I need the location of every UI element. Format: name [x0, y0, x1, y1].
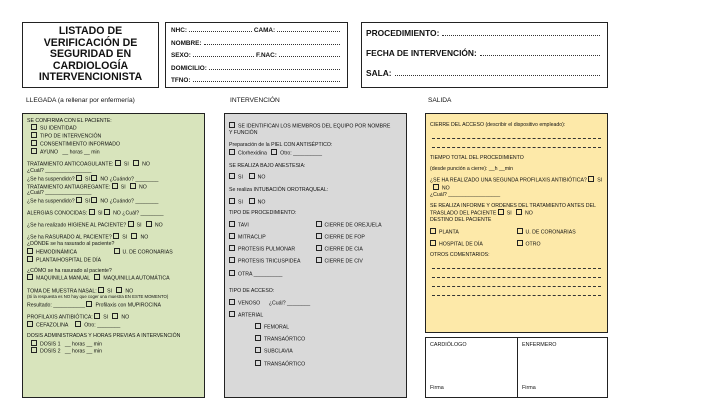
no-label: NO: [100, 198, 109, 205]
muestra-si-checkbox[interactable]: [98, 288, 107, 294]
fecha-field[interactable]: [480, 48, 600, 56]
anticoag-no-checkbox[interactable]: [133, 162, 142, 168]
dosis-title: DOSIS ADMINISTRADAS Y HORAS PREVIAS A INTERVENCIÓN: [27, 333, 181, 340]
si-label: SI: [136, 222, 142, 229]
otra-checkbox[interactable]: [229, 271, 238, 277]
no-label: NO: [142, 161, 150, 168]
destino-otro-checkbox[interactable]: [517, 242, 526, 248]
no-label: NO: [257, 174, 266, 181]
antiagreg-cual-field[interactable]: ________________: [45, 190, 92, 197]
desde-label: (desde punción a cierre):: [430, 165, 488, 172]
cual-label: ¿Cuál?: [268, 300, 286, 307]
alergias-si-checkbox[interactable]: [89, 211, 98, 217]
signature-box: [425, 337, 608, 398]
manual-checkbox[interactable]: [27, 276, 36, 282]
si-label: SI: [85, 176, 90, 183]
procedure-box: [361, 22, 608, 88]
transaortico1-label: TRANSAÓRTICO: [264, 336, 306, 343]
si-label: SI: [238, 174, 243, 181]
automatica-label: MAQUINILLA AUTOMÁTICA: [103, 275, 170, 282]
tavi-checkbox[interactable]: [229, 222, 238, 228]
femoral-checkbox[interactable]: [255, 324, 264, 330]
destino-ucoronarias-checkbox[interactable]: [517, 229, 526, 235]
no-label: NO: [121, 314, 130, 321]
segunda-label: ¿SE HA REALIZADO UNA SEGUNDA PROFILAXIS ANTIBIÓTICA?: [430, 177, 587, 184]
donde-label: ¿DÓNDE se ha rasurado al paciente?: [27, 241, 115, 248]
preparacion-label: Preparación de la PIEL CON ANTISÉPTICO:: [229, 142, 333, 149]
otro-field[interactable]: ________: [97, 322, 121, 329]
cierre-line-2[interactable]: [432, 142, 601, 148]
otra-label: OTRA: [238, 271, 253, 278]
como-label: ¿CÓMO se ha rasurado al paciente?: [27, 267, 112, 274]
si-label: SI: [85, 198, 90, 205]
destino-planta-checkbox[interactable]: [430, 229, 439, 235]
comentarios-line-2[interactable]: [432, 272, 601, 278]
cuando-field[interactable]: ________: [135, 198, 159, 205]
cia-label: CIERRE DE CIA: [324, 246, 363, 253]
planta-label: PLANTA: [439, 229, 459, 236]
si-label: SI: [597, 177, 603, 184]
clorhexidina-checkbox[interactable]: [229, 150, 238, 156]
muestra-note: (Si la respuesta es NO hay que coger una muestra EN ESTE MOMENTO): [27, 294, 169, 300]
no-label: NO: [125, 288, 134, 294]
dosis2-time[interactable]: __ horas __ min: [64, 348, 103, 355]
dosis2-checkbox[interactable]: [31, 349, 40, 355]
anticoag-label: TRATAMIENTO ANTICOAGULANTE:: [27, 161, 114, 168]
comentarios-line-4[interactable]: [432, 290, 601, 296]
mupirocina-label: Profilaxis con MUPIROCINA: [95, 302, 161, 309]
form-title-text: LISTADO DE VERIFICACIÓN DE SEGURIDAD EN CARDIOLOGÍA INTERVENCIONISTA: [38, 25, 143, 84]
identifican-checkbox[interactable]: [229, 124, 238, 130]
transaortico2-label: TRANSAÓRTICO: [264, 361, 306, 368]
cefazolina-label: CEFAZOLINA: [36, 322, 68, 329]
profilaxis-label: PROFILAXIS ANTIBIÓTICA:: [27, 314, 93, 321]
subclavia-checkbox[interactable]: [255, 349, 264, 355]
tfno-label: TFNO:: [171, 77, 191, 85]
pulmonar-label: PROTESIS PULMONAR: [238, 246, 296, 253]
intubacion-label: Se realiza INTUBACIÓN OROTRAQUEAL:: [229, 187, 329, 194]
firma-label: Firma: [522, 384, 536, 391]
tipo-label: TIPO DE INTERVENCIÓN: [40, 133, 102, 140]
higiene-no-checkbox[interactable]: [146, 223, 155, 229]
orejuela-checkbox[interactable]: [316, 222, 325, 228]
no-label: NO: [154, 222, 163, 229]
tfno-field[interactable]: [193, 76, 340, 82]
cardiologo-signature[interactable]: [426, 338, 518, 397]
sala-label: SALA:: [366, 68, 392, 78]
anticoag-si-checkbox[interactable]: [115, 162, 124, 168]
cierre-line-1[interactable]: [432, 133, 601, 139]
no-cual-label: NO ¿Cuál?: [113, 210, 140, 217]
transaortico2-checkbox[interactable]: [255, 361, 264, 367]
informe-no-checkbox[interactable]: [516, 211, 525, 217]
cierre-label: CIERRE DEL ACCESO (describir el dispositivo empleado):: [430, 122, 566, 128]
subclavia-label: SUBCLAVIA: [264, 348, 293, 355]
si-label: SI: [123, 161, 129, 168]
procedimiento-field[interactable]: [442, 28, 600, 36]
cual-label: ¿Cuál?: [27, 168, 44, 175]
anestesia-label: SE REALIZA BAJO ANESTESIA:: [229, 162, 306, 169]
procedimiento-label: PROCEDIMIENTO:: [366, 28, 440, 38]
no-label: NO: [441, 185, 450, 192]
domicilio-field[interactable]: [209, 64, 340, 70]
resultado-field[interactable]: ___________: [53, 302, 86, 309]
no-label: NO: [525, 210, 533, 217]
ucoronarias-label: U. DE CORONARIAS: [525, 229, 576, 236]
fnac-label: F.NAC:: [255, 52, 277, 60]
pulmonar-checkbox[interactable]: [229, 247, 238, 253]
cual-label: ¿Cuál?: [430, 192, 447, 199]
cuando-field[interactable]: ________: [135, 176, 159, 183]
si-label: SI: [103, 314, 109, 321]
cuando-label: ¿Cuándo?: [109, 176, 134, 183]
segunda-cual-field[interactable]: __________________: [448, 192, 501, 199]
fnac-field[interactable]: [279, 51, 340, 57]
nombre-field[interactable]: [204, 39, 340, 45]
tiempo-label: TIEMPO TOTAL DEL PROCEDIMIENTO: [430, 155, 524, 161]
ayuno-label: AYUNO: [40, 149, 59, 156]
informe-si-checkbox[interactable]: [498, 211, 507, 217]
femoral-label: FEMORAL: [264, 324, 290, 331]
suspendido-label: ¿Se ha suspendido?: [27, 198, 75, 205]
anestesia-no-checkbox[interactable]: [249, 175, 258, 181]
identidad-label: SU IDENTIDAD: [40, 125, 77, 132]
identidad-checkbox[interactable]: [31, 126, 40, 132]
si-label: SI: [97, 210, 103, 217]
hospital-label: HOSPITAL DE DÍA: [439, 241, 483, 248]
sala-field[interactable]: [395, 68, 600, 76]
muestra-label: TOMA DE MUESTRA NASAL:: [27, 288, 97, 294]
ayuno-checkbox[interactable]: [31, 150, 40, 156]
hemodinamica-checkbox[interactable]: [27, 249, 36, 255]
alergias-field[interactable]: ________: [140, 210, 164, 217]
comentarios-label: OTROS COMENTARIOS:: [430, 252, 490, 259]
otro-label: Otro:: [280, 150, 292, 157]
nombre-label: NOMBRE:: [171, 39, 202, 47]
domicilio-label: DOMICILIO:: [171, 64, 207, 72]
identifican-label: SE IDENTIFICAN LOS MIEMBROS DEL EQUIPO POR NOMBRE Y FUNCIÓN: [229, 123, 391, 136]
cual-label: ¿Cuál?: [27, 190, 44, 197]
cuando-label: ¿Cuándo?: [109, 198, 134, 205]
mitraclip-checkbox[interactable]: [229, 235, 238, 241]
si-label: SI: [506, 210, 512, 217]
planta-label: PLANTA/HOSPITAL DE DÍA: [36, 257, 102, 264]
muestra-no-checkbox[interactable]: [116, 288, 125, 294]
fop-label: CIERRE DE FOP: [324, 234, 365, 241]
venoso-cual-field[interactable]: ________: [287, 300, 311, 307]
arterial-label: ARTERIAL: [238, 312, 264, 319]
planta-checkbox[interactable]: [27, 257, 36, 263]
section-llegada: LLEGADA (a rellenar por enfermería): [26, 97, 135, 104]
enfermero-label: ENFERMERO: [522, 342, 557, 348]
tipo-proc-label: TIPO DE PROCEDIMIENTO:: [229, 210, 297, 217]
sexo-label: SEXO:: [171, 52, 191, 60]
comentarios-line-3[interactable]: [432, 281, 601, 287]
higiene-label: ¿Se ha realizado HIGIENE AL PACIENTE?: [27, 222, 127, 229]
venoso-checkbox[interactable]: [229, 300, 238, 306]
profilaxis-si-checkbox[interactable]: [94, 315, 103, 321]
tricuspidea-checkbox[interactable]: [229, 259, 238, 265]
dosis2-label: DOSIS 2: [40, 348, 61, 355]
tavi-label: TAVI: [238, 222, 249, 229]
civ-label: CIERRE DE CIV: [324, 258, 363, 265]
prep-otro-checkbox[interactable]: [271, 150, 280, 156]
section-salida: SALIDA: [428, 97, 452, 104]
manual-label: MAQUINILLA MANUAL: [36, 275, 91, 282]
form-title: [22, 22, 159, 88]
cama-label: CAMA:: [253, 27, 276, 34]
ucoronarias-checkbox[interactable]: [114, 249, 123, 255]
anestesia-si-checkbox[interactable]: [229, 175, 238, 181]
segunda-no-checkbox[interactable]: [433, 186, 442, 192]
orejuela-label: CIERRE DE OREJUELA: [324, 222, 382, 229]
otro-checkbox[interactable]: [75, 322, 84, 328]
ucoronarias-label: U. DE CORONARIAS: [122, 249, 173, 256]
acceso-label: TIPO DE ACCESO:: [229, 287, 275, 294]
antiagreg-no-checkbox[interactable]: [130, 184, 139, 190]
suspendido-label: ¿Se ha suspendido?: [27, 176, 75, 183]
sexo-field[interactable]: [193, 51, 254, 57]
venoso-label: VENOSO: [238, 300, 261, 307]
firma-label: Firma: [430, 384, 444, 391]
transaortico1-checkbox[interactable]: [255, 337, 264, 343]
antiagreg-label: TRATAMIENTO ANTIAGREGANTE:: [27, 184, 111, 191]
anticoag-cual-field[interactable]: ________________: [45, 168, 92, 175]
destino-label: DESTINO DEL PACIENTE: [430, 217, 492, 224]
si-label: SI: [122, 234, 128, 241]
higiene-si-checkbox[interactable]: [128, 223, 137, 229]
rasurado-label: ¿Se ha RASURADO AL PACIENTE?: [27, 234, 112, 241]
cama-field[interactable]: [277, 26, 340, 32]
dosis1-checkbox[interactable]: [31, 341, 40, 347]
confirma-heading: SE CONFIRMA CON EL PACIENTE:: [27, 118, 112, 124]
civ-checkbox[interactable]: [316, 259, 325, 265]
clorhexidina-label: Clorhexidina: [238, 150, 267, 157]
comentarios-line-1[interactable]: [432, 263, 601, 269]
rasurado-si-checkbox[interactable]: [113, 235, 122, 241]
antiagreg-si-checkbox[interactable]: [112, 184, 121, 190]
informe-label: SE REALIZA INFORME Y ORDENES DEL TRATAMIENTO ANTES DEL TRASLADO DEL PACIENTE: [430, 202, 596, 217]
consentimiento-checkbox[interactable]: [31, 142, 40, 148]
dosis1-label: DOSIS 1: [40, 341, 61, 348]
otra-field[interactable]: __________: [253, 271, 283, 278]
no-label: NO: [100, 176, 109, 183]
otro-label: Otro:: [84, 322, 96, 329]
cardiologo-label: CARDIÓLOGO: [430, 342, 467, 348]
intervencion-panel: [224, 113, 407, 398]
no-label: NO: [138, 184, 147, 191]
si-label: SI: [120, 184, 126, 191]
ayuno-time[interactable]: __ horas __ min: [62, 149, 100, 156]
intubacion-no-checkbox[interactable]: [249, 199, 258, 205]
tipo-checkbox[interactable]: [31, 134, 40, 140]
no-label: NO: [140, 234, 149, 241]
tricuspidea-label: PROTESIS TRICUSPIDEA: [238, 258, 301, 265]
enfermero-signature[interactable]: [518, 338, 608, 397]
nhc-field[interactable]: [189, 26, 252, 32]
mitraclip-label: MITRACLIP: [238, 234, 266, 241]
prep-otro-field[interactable]: __________: [293, 150, 323, 157]
intubacion-si-checkbox[interactable]: [229, 199, 238, 205]
resultado-label: Resultado:: [27, 302, 52, 309]
salida-panel: [425, 113, 608, 333]
destino-hospital-checkbox[interactable]: [430, 242, 439, 248]
susp2-si-checkbox[interactable]: [76, 198, 85, 204]
nhc-label: NHC:: [171, 27, 187, 34]
segunda-si-checkbox[interactable]: [588, 178, 597, 184]
alergias-label: ALERGIAS CONOCIDAS:: [27, 210, 88, 217]
section-intervencion: INTERVENCIÓN: [230, 97, 280, 104]
dosis1-time[interactable]: __ horas __ min: [64, 341, 103, 348]
si-label: SI: [107, 288, 113, 294]
si-label: SI: [238, 199, 243, 206]
no-label: NO: [257, 199, 266, 206]
fop-checkbox[interactable]: [316, 235, 325, 241]
consentimiento-label: CONSENTIMIENTO INFORMADO: [40, 141, 121, 148]
cia-checkbox[interactable]: [316, 247, 325, 253]
llegada-panel: [22, 113, 205, 398]
cefazolina-checkbox[interactable]: [27, 322, 36, 328]
fecha-label: FECHA DE INTERVENCIÓN:: [366, 48, 477, 58]
susp1-si-checkbox[interactable]: [76, 176, 85, 182]
arterial-checkbox[interactable]: [229, 312, 238, 318]
automatica-checkbox[interactable]: [94, 276, 103, 282]
otro-label: OTRO: [525, 241, 541, 248]
tiempo-field[interactable]: __h __min: [488, 165, 514, 172]
alergias-no-checkbox[interactable]: [104, 211, 113, 217]
patient-info-box: [165, 22, 348, 88]
hemodinamica-label: HEMODINÁMICA: [36, 249, 77, 256]
